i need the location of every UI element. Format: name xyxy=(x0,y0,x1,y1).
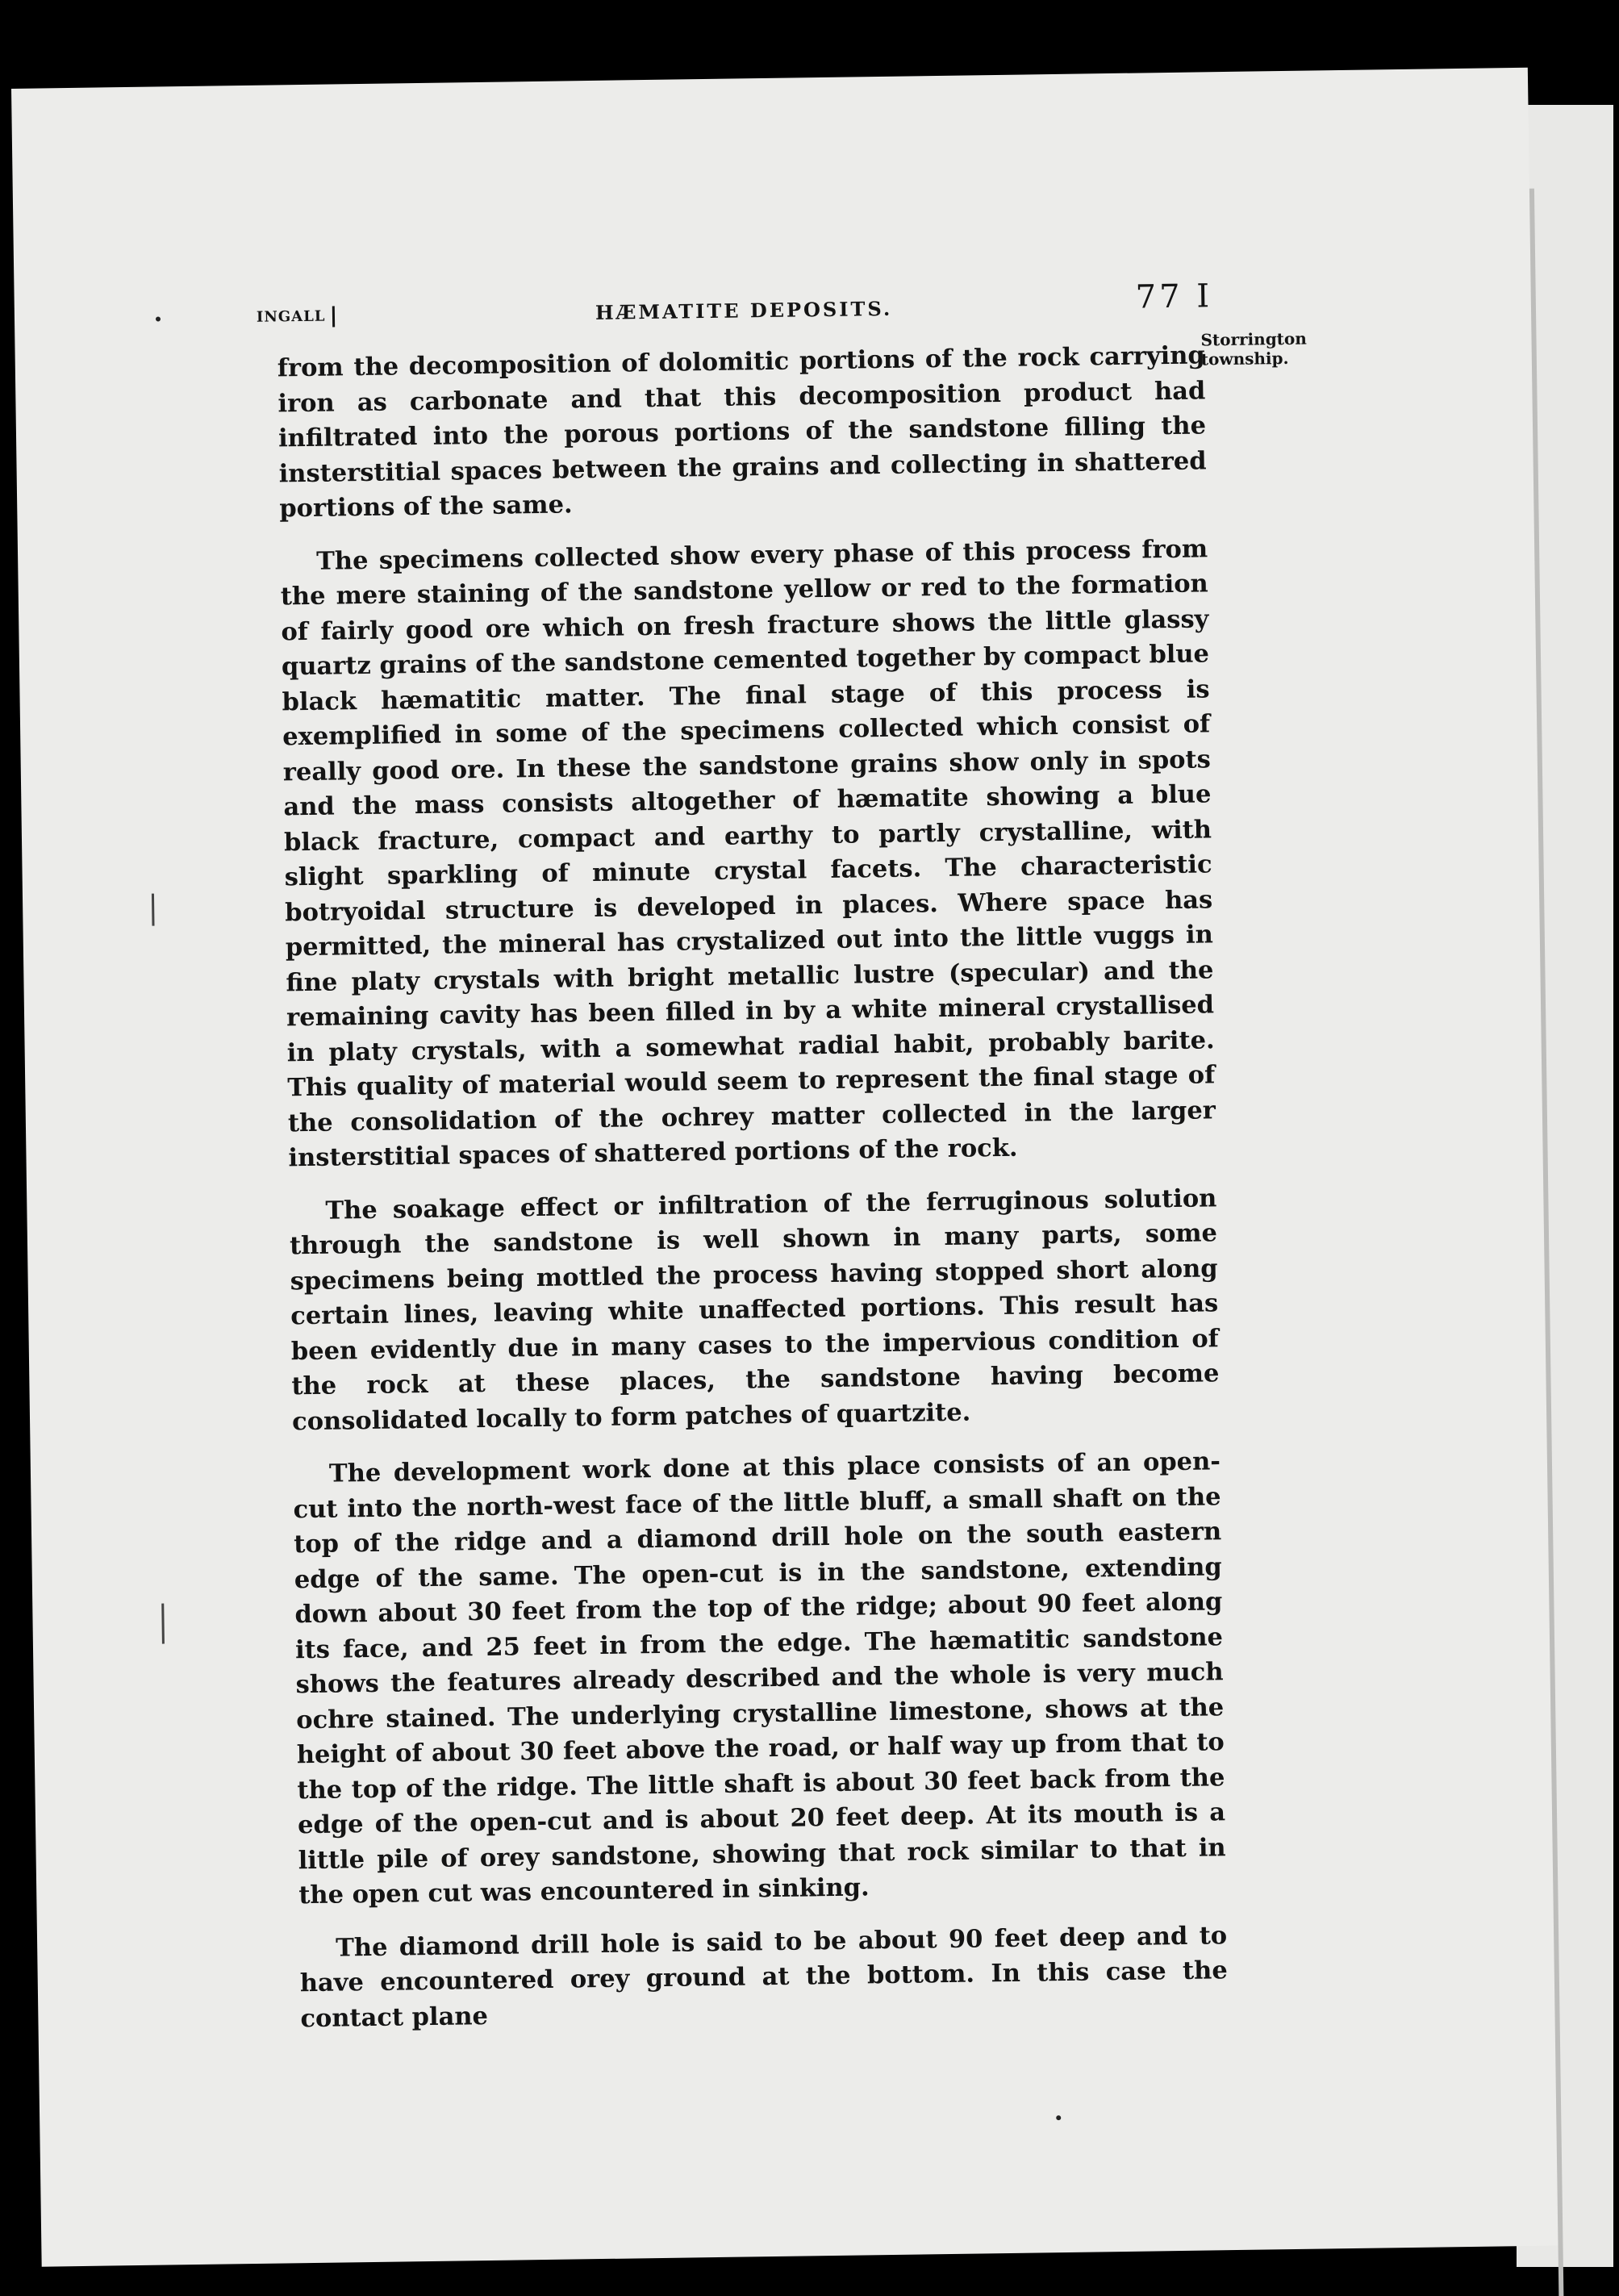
margin-note-line: township. xyxy=(1200,348,1289,369)
scan-speck xyxy=(1056,2115,1061,2120)
paragraph: from the decomposition of dolomitic portions of the rock carrying iron as carbonate and that this decomposition product had infiltrated into the porous portions of the sandstone filling the insterstitial spaces between the grains and collecting in shattered portions of the same. xyxy=(277,340,1207,524)
paragraph: The soakage effect or infiltration of the ferruginous solution through the sandstone is well shown in many parts, some specimens being mottled the process having stopped short along certain lines, leaving white unaffected portions. This result has been evidently due in many cases to the impervious condition of the rock at these places, the sandstone having become consolidated locally to form patches of quartzite. xyxy=(289,1183,1220,1436)
margin-mark xyxy=(152,894,155,926)
section-title: HÆMATITE DEPOSITS. xyxy=(595,296,893,324)
running-header xyxy=(256,278,1306,340)
margin-note xyxy=(1200,328,1362,369)
margin-note-line: Storrington xyxy=(1200,328,1307,350)
paragraph: The diamond drill hole is said to be about 90 feet deep and to have encountered orey ground at the bottom. In this case the contact plane xyxy=(299,1920,1228,2033)
paragraph: The development work done at this place consists of an open-cut into the north-west face of the little bluff, a small shaft on the top of the ridge and a diamond drill hole on the south eastern edge of the same. The open-cut is in the sandstone, extending down about 30 feet from the top of the ridge; about 90 feet along its face, and 25 feet in from the edge. The hæmatitic sandstone shows the features already described and the whole is very much ochre stained. The underlying crystalline limestone, shows at the height of about 30 feet above the road, or half way up from that to the top of the ridge. The little shaft is about 30 feet back from the edge of the open-cut and is about 20 feet deep. At its mouth is a little pile of orey sandstone, showing that rock similar to that in the open cut was encountered in sinking. xyxy=(293,1446,1226,1910)
author-tag: INGALL xyxy=(257,306,335,328)
margin-mark xyxy=(161,1604,165,1644)
document-page xyxy=(11,68,1558,2267)
page-content xyxy=(253,71,1307,2033)
body-text xyxy=(277,338,1229,2054)
paragraph: The specimens collected show every phase of this process from the mere staining of the sandstone yellow or red to the formation of fairly good ore which on fresh fracture shows the little glassy quartz grains of the sandstone cemented together by compact blue black hæmatitic matter. The final stage of this process is exemplified in some of the specimens collected which consist of really good ore. In these the sandstone grains show only in spots and the mass consists altogether of hæmatite showing a blue black fracture, compact and earthy to partly crystalline, with slight sparkling of minute crystal facets. The characteristic botryoidal structure is developed in places. Where space has permitted, the mineral has crystalized out into the little vuggs in fine platy crystals with bright metallic lustre (specular) and the remaining cavity has been filled in by a white mineral crystallised in platy crystals, with a somewhat radial habit, probably barite. This quality of material would seem to represent the final stage of the consolidation of the ochrey matter collected in the larger insterstitial spaces of shattered portions of the rock. xyxy=(280,533,1216,1173)
page-number: 77 I xyxy=(1135,278,1213,316)
scan-speck xyxy=(156,316,161,321)
